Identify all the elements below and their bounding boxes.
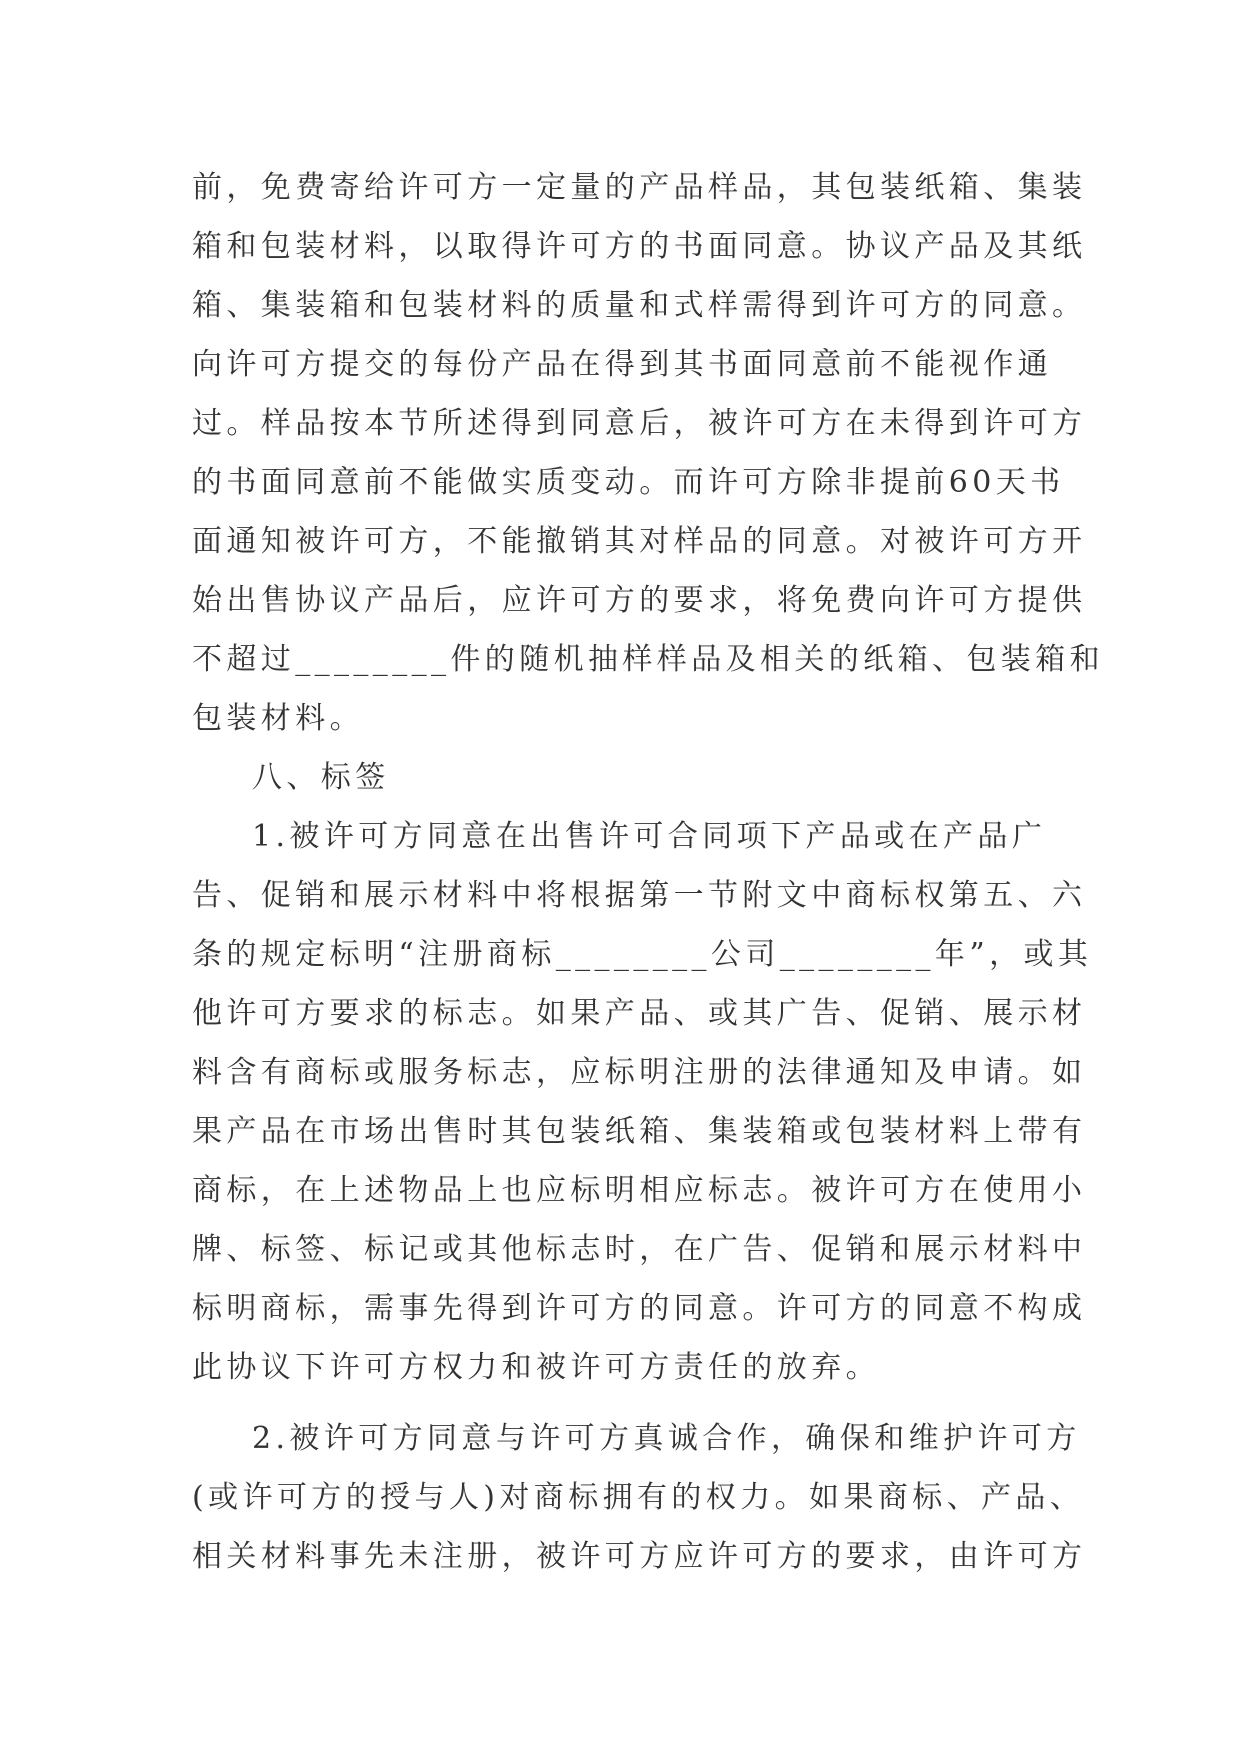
text-line: 牌、标签、标记或其他标志时，在广告、促销和展示材料中 xyxy=(192,1232,1087,1267)
text-line: 标明商标，需事先得到许可方的同意。许可方的同意不构成 xyxy=(192,1291,1087,1326)
text-line: 相关材料事先未注册，被许可方应许可方的要求，由许可方 xyxy=(192,1539,1087,1574)
text-line: 箱、集装箱和包装材料的质量和式样需得到许可方的同意。 xyxy=(192,288,1087,323)
paragraph-gap xyxy=(192,1397,1072,1409)
text-line: 条的规定标明“注册商标________公司________年”，或其 xyxy=(192,937,1093,972)
section-heading: 八、标签 xyxy=(252,760,390,795)
paragraph-sample-approval xyxy=(192,158,1104,748)
text-line: 商标，在上述物品上也应标明相应标志。被许可方在使用小 xyxy=(192,1173,1087,1208)
text-line: 向许可方提交的每份产品在得到其书面同意前不能视作通 xyxy=(192,347,1052,382)
text-line: 2.被许可方同意与许可方真诚合作，确保和维护许可方 xyxy=(252,1421,1081,1456)
text-line: (或许可方的授与人)对商标拥有的权力。如果商标、产品、 xyxy=(192,1480,1085,1515)
paragraph-labels-1 xyxy=(192,807,1093,1397)
text-line: 面通知被许可方，不能撤销其对样品的同意。对被许可方开 xyxy=(192,524,1087,559)
text-line: 料含有商标或服务标志，应标明注册的法律通知及申请。如 xyxy=(192,1055,1087,1090)
section-heading-labels xyxy=(192,748,1072,807)
text-line: 始出售协议产品后，应许可方的要求，将免费向许可方提供 xyxy=(192,583,1087,618)
text-line: 1.被许可方同意在出售许可合同项下产品或在产品广 xyxy=(252,819,1047,854)
paragraph-labels-2 xyxy=(192,1409,1087,1586)
text-line: 过。样品按本节所述得到同意后，被许可方在未得到许可方 xyxy=(192,406,1087,441)
text-line: 不超过________件的随机抽样样品及相关的纸箱、包装箱和 xyxy=(192,642,1104,677)
text-line: 前，免费寄给许可方一定量的产品样品，其包装纸箱、集装 xyxy=(192,170,1087,205)
text-line: 此协议下许可方权力和被许可方责任的放弃。 xyxy=(192,1350,880,1385)
document-body xyxy=(192,158,1104,1586)
text-line: 果产品在市场出售时其包装纸箱、集装箱或包装材料上带有 xyxy=(192,1114,1087,1149)
text-line: 包装材料。 xyxy=(192,701,364,736)
text-line: 箱和包装材料，以取得许可方的书面同意。协议产品及其纸 xyxy=(192,229,1087,264)
text-line: 他许可方要求的标志。如果产品、或其广告、促销、展示材 xyxy=(192,996,1087,1031)
text-line: 告、促销和展示材料中将根据第一节附文中商标权第五、六 xyxy=(192,878,1087,913)
text-line: 的书面同意前不能做实质变动。而许可方除非提前60天书 xyxy=(192,465,1065,500)
